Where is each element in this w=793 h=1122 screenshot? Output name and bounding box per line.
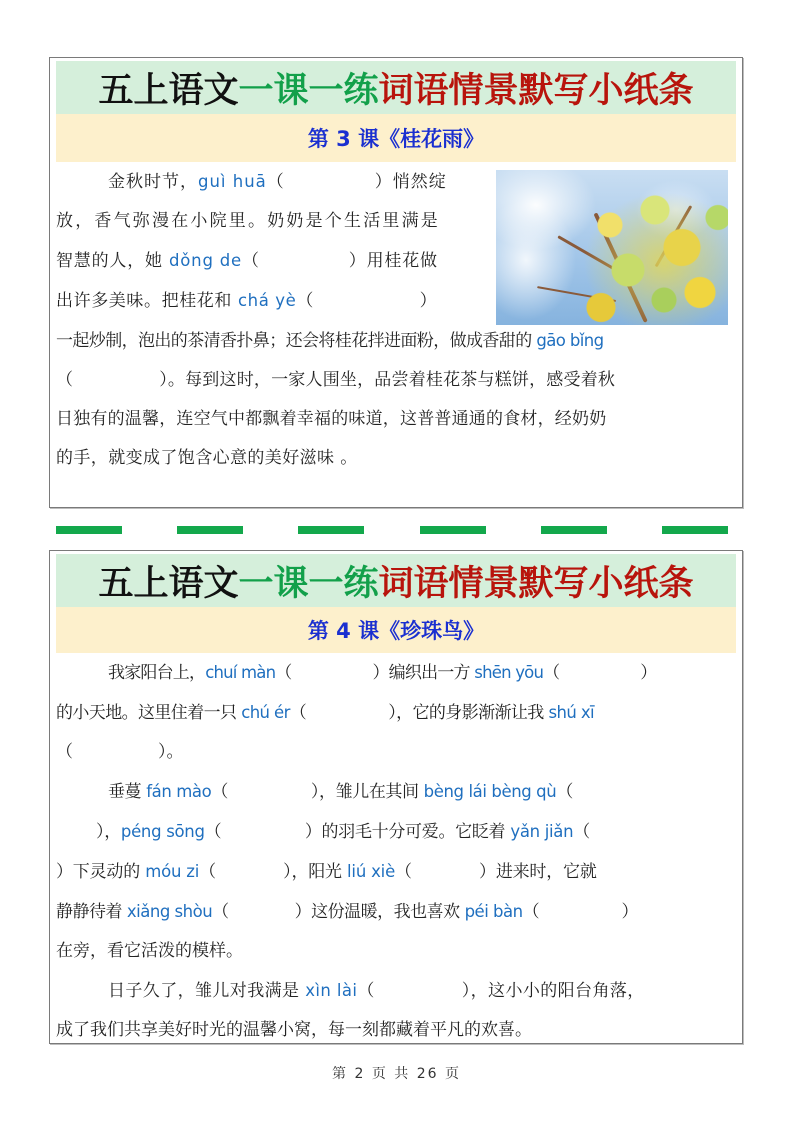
divider-dash [298,526,364,534]
title-part-series: 一课一练 [238,562,379,604]
passage-text: （ ），阳光 [199,862,348,882]
passage-text: 智慧的人，她 [56,251,170,271]
passage-line [56,321,736,361]
passage-text: （ ），它的身影渐渐让我 [289,703,549,723]
passage-text: 的手，就变成了饱含心意的美好滋味 。 [56,448,358,468]
pinyin-prompt: xiǎng shòu [126,902,213,921]
pinyin-prompt: shú xī [548,703,595,722]
passage-line [56,653,736,693]
passage-line [56,162,530,202]
passage-text: （ ） [522,902,639,922]
pinyin-prompt: xìn lài [305,981,358,1000]
pinyin-prompt: gāo bǐng [536,331,604,350]
passage-line [56,932,736,971]
passage-line [56,1011,736,1050]
title-part-grade: 五上语文 [98,562,239,604]
title-part-series: 一课一练 [238,69,379,111]
passage-text: 一起炒制，泡出的茶清香扑鼻；还会将桂花拌进面粉，做成香甜的 [56,331,537,351]
page-footer [0,1063,793,1083]
pinyin-prompt: chuí màn [205,663,276,682]
footer-prefix: 第 [331,1066,348,1082]
pinyin-prompt: liú xiè [347,862,396,881]
passage-text: 垂蔓 [108,782,147,802]
passage-line [56,693,736,733]
divider-dash [662,526,728,534]
passage-line [56,852,736,892]
passage-text: 日子久了，雏儿对我满是 [108,981,306,1001]
passage-line [56,971,736,1011]
passage-text: 出许多美味。把桂花和 [56,291,239,311]
pinyin-prompt: guì huā [198,172,267,191]
passage-text: （ ） [296,291,438,311]
passage-lines [56,653,736,1050]
passage-line [56,772,736,812]
passage-text: 的小天地。这里住着一只 [56,703,242,723]
title-part-topic: 词语情景默写小纸条 [378,562,694,604]
pinyin-prompt: péng sōng [120,822,205,841]
divider-dash [420,526,486,534]
passage-text: 我家阳台上， [108,663,206,683]
passage-text: （ ）。每到这时，一家人围坐，品尝着桂花茶与糕饼，感受着秋 [56,370,616,390]
pinyin-prompt: yǎn jiǎn [510,822,574,841]
footer-middle: 页 共 [371,1066,411,1082]
passage-text: 放，香气弥漫在小院里。奶奶是个生活里满是 [56,211,440,231]
passage-text: （ ）编织出一方 [275,663,475,683]
passage-text: （ ）悄然绽 [266,172,447,192]
divider-dash [177,526,243,534]
pinyin-prompt: fán mào [146,782,212,801]
passage-text: ）下灵动的 [56,862,146,882]
lesson-title: 第 4 课《珍珠鸟》 [56,607,736,653]
footer-suffix: 页 [445,1066,461,1082]
passage-line [56,733,736,772]
divider-dash [56,526,122,534]
cut-line-divider [56,526,728,534]
passage-text: （ ）。 [56,742,184,762]
passage-text: （ ）用桂花做 [242,251,438,271]
total-pages-number: 26 [416,1066,439,1082]
pinyin-prompt: shēn yōu [474,663,544,682]
passage-line [56,241,478,281]
passage-text: （ ）这份温暖，我也喜欢 [212,902,465,922]
pinyin-prompt: chú ér [241,703,290,722]
passage-line [56,202,478,241]
current-page-number: 2 [354,1066,366,1082]
divider-dash [541,526,607,534]
passage-text: （ [556,782,573,802]
passage-text: （ ）的羽毛十分可爱。它眨着 [204,822,511,842]
lesson-title: 第 3 课《桂花雨》 [56,114,736,162]
passage-text: ）， [96,822,121,842]
worksheet-title-band [56,61,736,114]
passage-text: 在旁，看它活泼的模样。 [56,941,243,961]
passage-text: （ ） [543,663,657,683]
osmanthus-tree-photo [496,170,728,325]
pinyin-prompt: bèng lái bèng qù [423,782,557,801]
passage-text: （ [573,822,590,842]
title-part-grade: 五上语文 [98,69,239,111]
passage-lesson-4 [50,653,742,1050]
passage-text: 静静待着 [56,902,127,922]
passage-lesson-3 [50,162,742,478]
pinyin-prompt: chá yè [238,291,297,310]
title-part-topic: 词语情景默写小纸条 [378,69,694,111]
passage-text: 金秋时节， [108,172,198,192]
passage-line [56,812,736,852]
passage-text: 日独有的温馨，连空气中都飘着幸福的味道，这普普通通的食材，经奶奶 [56,409,607,429]
passage-text: （ ），雏儿在其间 [211,782,424,802]
worksheet-card-lesson-4 [49,550,743,1044]
passage-text: （ ）进来时，它就 [395,862,597,882]
worksheet-title-band [56,554,736,607]
pinyin-prompt: móu zi [145,862,200,881]
passage-line [56,400,736,439]
passage-line [56,361,736,400]
passage-text: 成了我们共享美好时光的温馨小窝，每一刻都藏着平凡的欢喜。 [56,1020,532,1040]
passage-line [56,892,736,932]
passage-line [56,439,736,478]
pinyin-prompt: dǒng de [169,251,242,270]
passage-line [56,281,478,321]
worksheet-card-lesson-3 [49,57,743,508]
pinyin-prompt: péi bàn [464,902,523,921]
passage-text: （ ），这小小的阳台角落， [357,981,645,1001]
